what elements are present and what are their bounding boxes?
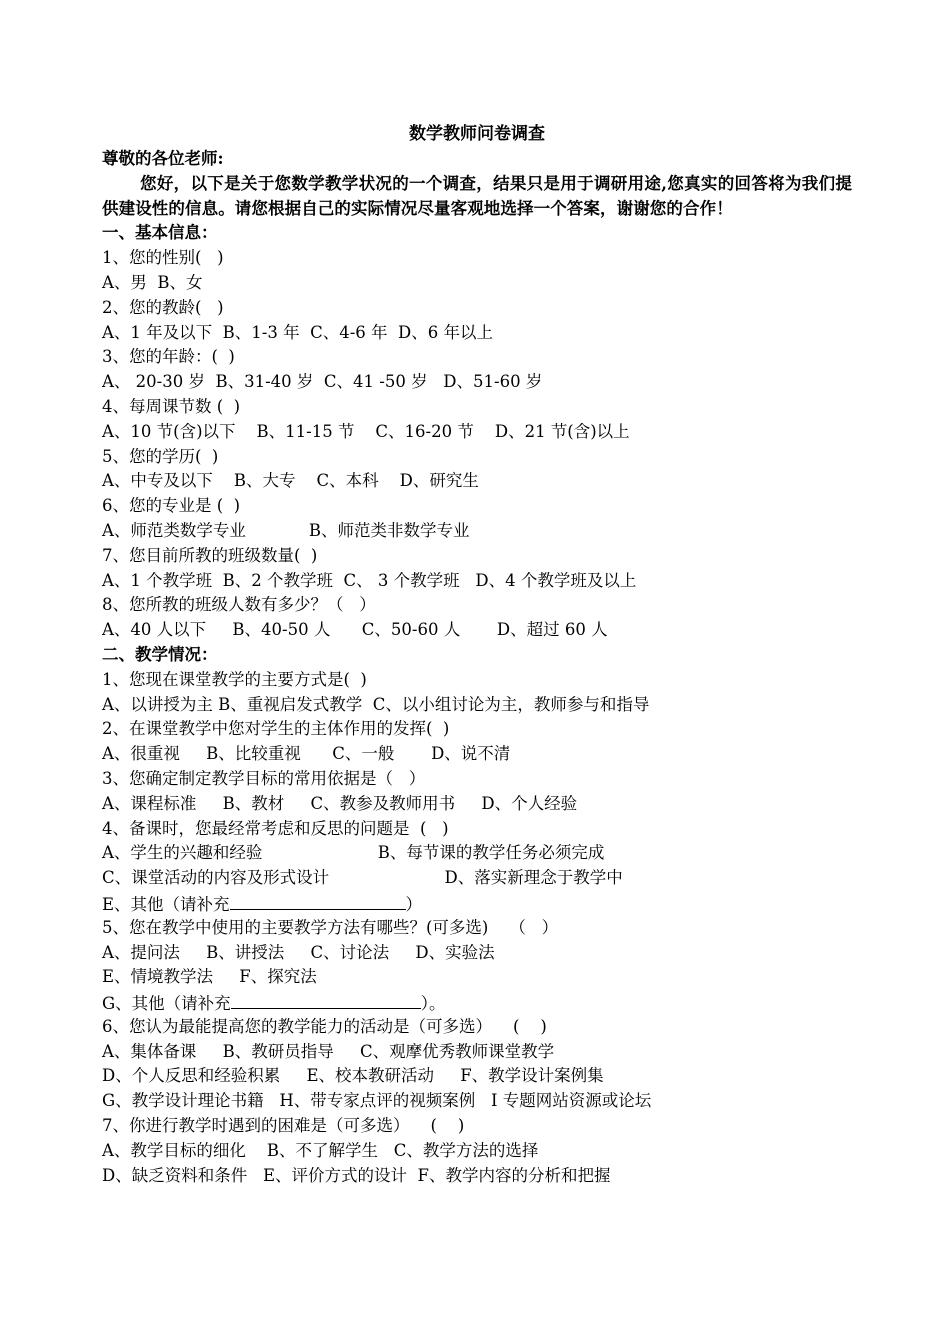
answer-options: A、1 个教学班 B、2 个教学班 C、 3 个教学班 D、4 个教学班及以上 xyxy=(102,570,637,590)
answer-options: A、提问法 B、讲授法 C、讨论法 D、实验法 xyxy=(102,942,495,962)
question-line: 6、您的专业是 ( ) xyxy=(102,496,241,516)
fill-in-line-q4 xyxy=(102,891,852,916)
answer-options: A、集体备课 B、教研员指导 C、观摩优秀教师课堂教学 xyxy=(102,1041,555,1061)
answer-options: A、教学目标的细化 B、不了解学生 C、教学方法的选择 xyxy=(102,1140,539,1160)
section-basic-heading: 一、基本信息： xyxy=(102,223,218,243)
answer-options: G、教学设计理论书籍 H、带专家点评的视频案例 I 专题网站资源或论坛 xyxy=(102,1091,652,1111)
answer-options: A、40 人以下 B、40-50 人 C、50-60 人 D、超过 60 人 xyxy=(102,620,608,640)
question-line: 1、您的性别( ) xyxy=(102,248,224,268)
answer-options: A、10 节(含)以下 B、11-15 节 C、16-20 节 D、21 节(含)以上 xyxy=(102,421,630,441)
answer-options: A、师范类数学专业 B、师范类非数学专业 xyxy=(102,520,470,540)
answer-options: A、很重视 B、比较重视 C、一般 D、说不清 xyxy=(102,744,511,764)
document-title: 数学教师问卷调查 xyxy=(409,124,545,144)
question-line: 4、备课时，您最经常考虑和反思的问题是 ( ) xyxy=(102,818,449,838)
questionnaire-document xyxy=(102,122,852,1188)
question-line: 2、您的教龄( ) xyxy=(102,297,224,317)
answer-options: A、学生的兴趣和经验 B、每节课的教学任务必须完成 xyxy=(102,843,605,863)
intro-paragraph: 您好，以下是关于您数学教学状况的一个调查，结果只是用于调研用途,您真实的回答将为我们提供建设性的信息。请您根据自己的实际情况尽量客观地选择一个答案，谢谢您的合作！ xyxy=(102,173,852,218)
greeting: 尊敬的各位老师: xyxy=(102,149,224,168)
answer-options: A、中专及以下 B、大专 C、本科 D、研究生 xyxy=(102,471,479,491)
section-teaching-heading: 二、教学情况： xyxy=(102,644,218,664)
question-line: 4、每周课节数 ( ) xyxy=(102,396,241,416)
question-line: 3、您的年龄：( ) xyxy=(102,347,235,367)
fill-in-prefix: E、其他（请补充 xyxy=(102,894,230,914)
question-line: 5、您在教学中使用的主要教学方法有哪些？(可多选) （ ） xyxy=(102,917,559,937)
answer-options: D、个人反思和经验积累 E、校本教研活动 F、教学设计案例集 xyxy=(102,1066,604,1086)
question-line: 7、您目前所教的班级数量( ) xyxy=(102,545,318,565)
question-line: 2、在课堂教学中您对学生的主体作用的发挥( ) xyxy=(102,719,450,739)
fill-in-line-q5 xyxy=(102,990,852,1015)
answer-options: C、课堂活动的内容及形式设计 D、落实新理念于教学中 xyxy=(102,868,623,888)
question-line: 8、您所教的班级人数有多少？（ ） xyxy=(102,595,376,615)
answer-options: A、 20-30 岁 B、31-40 岁 C、41 -50 岁 D、51-60 岁 xyxy=(102,372,543,392)
answer-options: A、男 B、女 xyxy=(102,272,203,292)
question-line: 3、您确定制定教学目标的常用依据是（ ） xyxy=(102,768,426,788)
fill-in-suffix: ）。 xyxy=(420,994,446,1014)
answer-options: A、课程标准 B、教材 C、教参及教师用书 D、个人经验 xyxy=(102,793,578,813)
fill-in-blank[interactable] xyxy=(231,990,421,1009)
question-line: 7、你进行教学时遇到的困难是（可多选） ( ) xyxy=(102,1116,465,1136)
fill-in-prefix: G、其他（请补充 xyxy=(102,994,231,1014)
answer-options: D、缺乏资料和条件 E、评价方式的设计 F、教学内容的分析和把握 xyxy=(102,1165,611,1185)
question-line: 5、您的学历( ) xyxy=(102,446,219,466)
question-line: 6、您认为最能提高您的教学能力的活动是（可多选） ( ) xyxy=(102,1016,547,1036)
answer-options: A、以讲授为主 B、重视启发式教学 C、以小组讨论为主，教师参与和指导 xyxy=(102,694,650,714)
fill-in-blank[interactable] xyxy=(230,891,406,910)
question-line: 1、您现在课堂教学的主要方式是( ) xyxy=(102,669,367,689)
answer-options: E、情境教学法 F、探究法 xyxy=(102,967,317,987)
fill-in-suffix: ） xyxy=(405,894,423,914)
answer-options: A、1 年及以下 B、1-3 年 C、4-6 年 D、6 年以上 xyxy=(102,322,493,342)
